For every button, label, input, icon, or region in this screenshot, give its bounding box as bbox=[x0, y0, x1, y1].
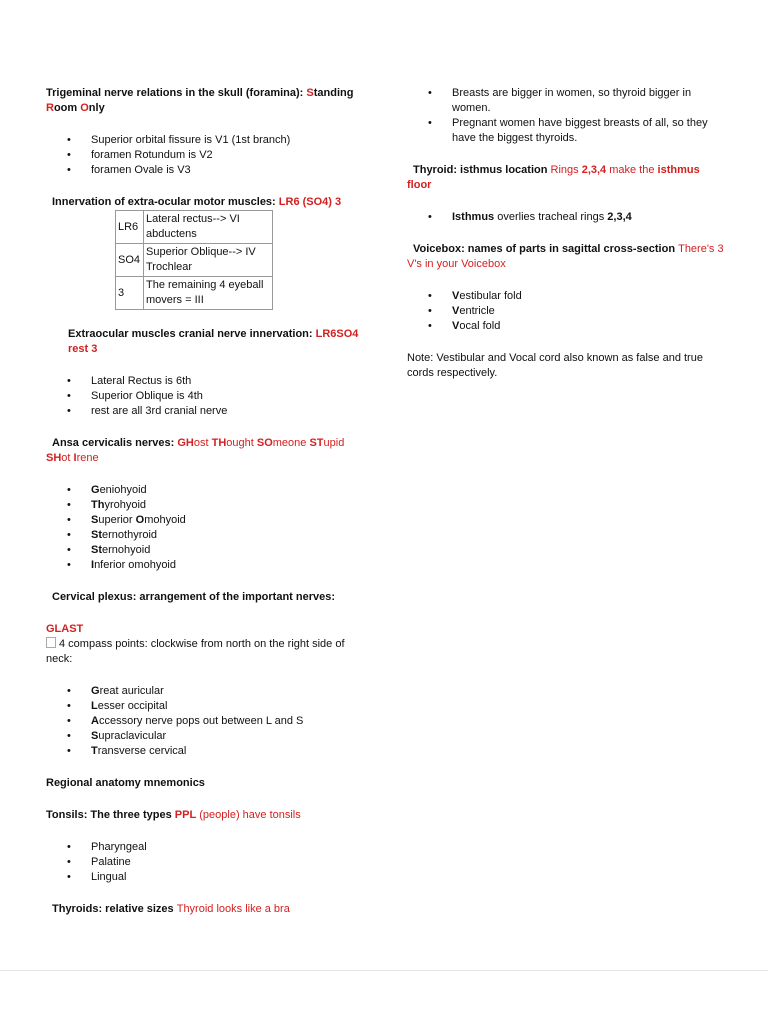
cervical-mnemonic: GLAST bbox=[46, 623, 84, 635]
thyroids-mnemonic: Thyroid looks like a bra bbox=[176, 903, 290, 915]
list-item: • Superior Oblique is 4th bbox=[46, 389, 371, 404]
list-item-text: ernohyoid bbox=[102, 544, 151, 556]
thyroids-heading-text: Thyroids: relative sizes bbox=[52, 903, 177, 915]
list-item bbox=[407, 319, 727, 334]
list-item-text: ccessory nerve pops out between L and S bbox=[98, 715, 304, 727]
mnemonic-part: oom bbox=[53, 102, 81, 114]
list-item bbox=[46, 558, 371, 573]
list-item-text: esser occipital bbox=[97, 700, 168, 712]
mnemonic-part: tanding bbox=[313, 87, 354, 99]
table-cell-value: Superior Oblique--> IV Trochlear bbox=[144, 244, 273, 277]
tonsils-mnemonic-bold: PPL bbox=[174, 809, 197, 821]
list-item-text: I bbox=[91, 559, 95, 571]
voicebox-list bbox=[407, 289, 727, 334]
cervical-list bbox=[46, 684, 371, 759]
mnemonic-part: I bbox=[73, 452, 77, 464]
extraocular-table bbox=[115, 210, 273, 310]
mnemonic-part: ost bbox=[193, 437, 212, 449]
isthmus-mnemonic-middle: make the bbox=[606, 164, 658, 176]
list-item bbox=[46, 543, 371, 558]
mnemonic-part: SH bbox=[46, 452, 62, 464]
tonsils-heading-text: Tonsils: The three types bbox=[46, 809, 175, 821]
trigeminal-heading-text: Trigeminal nerve relations in the skull (foramina): bbox=[46, 87, 307, 99]
list-item-text: L bbox=[91, 700, 98, 712]
list-item-text: V bbox=[452, 290, 460, 302]
isthmus-mnemonic-floor: isthmus floor bbox=[407, 164, 700, 191]
extraocular-innervation-mnemonic: LR6SO4 rest 3 bbox=[68, 328, 359, 355]
list-item: • Breasts are bigger in women, so thyroid bigger in women. bbox=[407, 86, 727, 116]
list-item-text: ocal fold bbox=[459, 320, 501, 332]
isthmus-item-text: overlies tracheal rings bbox=[494, 211, 608, 223]
list-item-text: T bbox=[91, 745, 98, 757]
list-item-text: V bbox=[452, 320, 460, 332]
isthmus-mnemonic-numbers: 2,3,4 bbox=[581, 164, 607, 176]
mnemonic-part: R bbox=[46, 102, 54, 114]
list-item-text: reat auricular bbox=[99, 685, 164, 697]
list-item-text: mohyoid bbox=[144, 514, 186, 526]
list-item-text: St bbox=[91, 544, 102, 556]
table-cell-key: 3 bbox=[116, 277, 144, 310]
extraocular-mnemonic: LR6 (SO4) 3 bbox=[278, 196, 342, 208]
tonsils-mnemonic-rest: (people) have tonsils bbox=[196, 809, 301, 821]
list-item-text: G bbox=[91, 484, 100, 496]
list-item-text: uperior bbox=[98, 514, 136, 526]
mnemonic-part: SO bbox=[256, 437, 273, 449]
list-item bbox=[407, 210, 727, 225]
list-item-text: V bbox=[452, 305, 460, 317]
tonsils-heading bbox=[46, 808, 371, 823]
mnemonic-part: S bbox=[306, 87, 314, 99]
voicebox-heading-text: Voicebox: names of parts in sagittal cross-section bbox=[413, 243, 679, 255]
cervical-note-text: 4 compass points: clockwise from north on the right side of neck: bbox=[46, 638, 345, 665]
voicebox-note: Note: Vestibular and Vocal cord also known as false and true cords respectively. bbox=[407, 352, 703, 379]
list-item: • Lingual bbox=[46, 870, 371, 885]
table-cell-key: LR6 bbox=[116, 211, 144, 244]
list-item bbox=[46, 699, 371, 714]
list-item bbox=[407, 304, 727, 319]
list-item-text: estibular fold bbox=[459, 290, 522, 302]
list-item: • rest are all 3rd cranial nerve bbox=[46, 404, 371, 419]
list-item bbox=[46, 498, 371, 513]
list-item-text: A bbox=[91, 715, 99, 727]
list-item-text: S bbox=[91, 730, 99, 742]
cervical-note bbox=[46, 637, 371, 667]
table-row bbox=[116, 244, 273, 277]
mnemonic-part: GH bbox=[177, 437, 194, 449]
page-bottom-divider bbox=[0, 970, 768, 971]
extraocular-innervation-list bbox=[46, 374, 371, 419]
list-item: • Lateral Rectus is 6th bbox=[46, 374, 371, 389]
extraocular-innervation-heading bbox=[68, 327, 371, 357]
mnemonic-part: ot bbox=[61, 452, 74, 464]
mnemonic-part: ought bbox=[226, 437, 257, 449]
mnemonic-part: upid bbox=[323, 437, 345, 449]
list-item-text: upraclavicular bbox=[98, 730, 167, 742]
thyroids-heading bbox=[52, 902, 371, 917]
mnemonic-part: meone bbox=[272, 437, 310, 449]
list-item bbox=[46, 684, 371, 699]
isthmus-mnemonic-rings: Rings bbox=[550, 164, 582, 176]
left-column bbox=[46, 86, 371, 917]
list-item-text: G bbox=[91, 685, 100, 697]
list-item-text: nferior omohyoid bbox=[94, 559, 176, 571]
voicebox-heading bbox=[407, 242, 727, 272]
list-item bbox=[46, 714, 371, 729]
tonsils-list bbox=[46, 840, 371, 885]
trigeminal-list bbox=[46, 133, 371, 178]
list-item-text: Th bbox=[91, 499, 105, 511]
extraocular-heading-text: Innervation of extra-ocular motor muscles: bbox=[52, 196, 279, 208]
list-item bbox=[46, 744, 371, 759]
checkbox-glyph-icon bbox=[46, 637, 56, 648]
mnemonic-part: TH bbox=[211, 437, 227, 449]
mnemonic-part: rene bbox=[76, 452, 99, 464]
trigeminal-heading bbox=[46, 86, 371, 116]
mnemonic-part: ST bbox=[309, 437, 324, 449]
voicebox-mnemonic: There's 3 V's in your Voicebox bbox=[407, 243, 724, 270]
ansa-list bbox=[46, 483, 371, 573]
list-item-text: ransverse cervical bbox=[97, 745, 187, 757]
table-row bbox=[116, 211, 273, 244]
list-item-text: O bbox=[135, 514, 145, 526]
extraocular-heading bbox=[52, 195, 371, 210]
mnemonic-part: nly bbox=[88, 102, 105, 114]
isthmus-heading-text: Thyroid: isthmus location bbox=[413, 164, 551, 176]
list-item-text: St bbox=[91, 529, 102, 541]
table-cell-value: The remaining 4 eyeball movers = III bbox=[144, 277, 273, 310]
list-item bbox=[46, 729, 371, 744]
list-item bbox=[46, 513, 371, 528]
table-cell-key: SO4 bbox=[116, 244, 144, 277]
list-item: • Pregnant women have biggest breasts of all, so they have the biggest thyroids. bbox=[407, 116, 727, 146]
mnemonic-part: O bbox=[80, 102, 89, 114]
isthmus-list bbox=[407, 210, 727, 225]
list-item bbox=[407, 289, 727, 304]
regional-heading: Regional anatomy mnemonics bbox=[46, 777, 205, 789]
list-item: • Palatine bbox=[46, 855, 371, 870]
isthmus-item-rings: 2,3,4 bbox=[607, 211, 632, 223]
list-item bbox=[46, 483, 371, 498]
list-item-text: entricle bbox=[459, 305, 495, 317]
list-item-text: yrohyoid bbox=[104, 499, 147, 511]
isthmus-item-bold: Isthmus bbox=[452, 211, 495, 223]
table-cell-value: Lateral rectus--> VI abductens bbox=[144, 211, 273, 244]
ansa-heading bbox=[46, 436, 371, 466]
list-item: • Pharyngeal bbox=[46, 840, 371, 855]
extraocular-innervation-heading-text: Extraocular muscles cranial nerve innervation: bbox=[68, 328, 316, 340]
list-item: • foramen Rotundum is V2 bbox=[46, 148, 371, 163]
list-item: • foramen Ovale is V3 bbox=[46, 163, 371, 178]
isthmus-heading bbox=[407, 163, 727, 193]
list-item-text: eniohyoid bbox=[99, 484, 147, 496]
thyroid-size-list bbox=[407, 86, 727, 146]
list-item-text: S bbox=[91, 514, 99, 526]
table-row bbox=[116, 277, 273, 310]
list-item bbox=[46, 528, 371, 543]
cervical-heading: Cervical plexus: arrangement of the important nerves: bbox=[52, 591, 336, 603]
ansa-heading-text: Ansa cervicalis nerves: bbox=[52, 437, 178, 449]
right-column bbox=[407, 86, 727, 381]
list-item: • Superior orbital fissure is V1 (1st branch) bbox=[46, 133, 371, 148]
list-item-text: ernothyroid bbox=[102, 529, 158, 541]
